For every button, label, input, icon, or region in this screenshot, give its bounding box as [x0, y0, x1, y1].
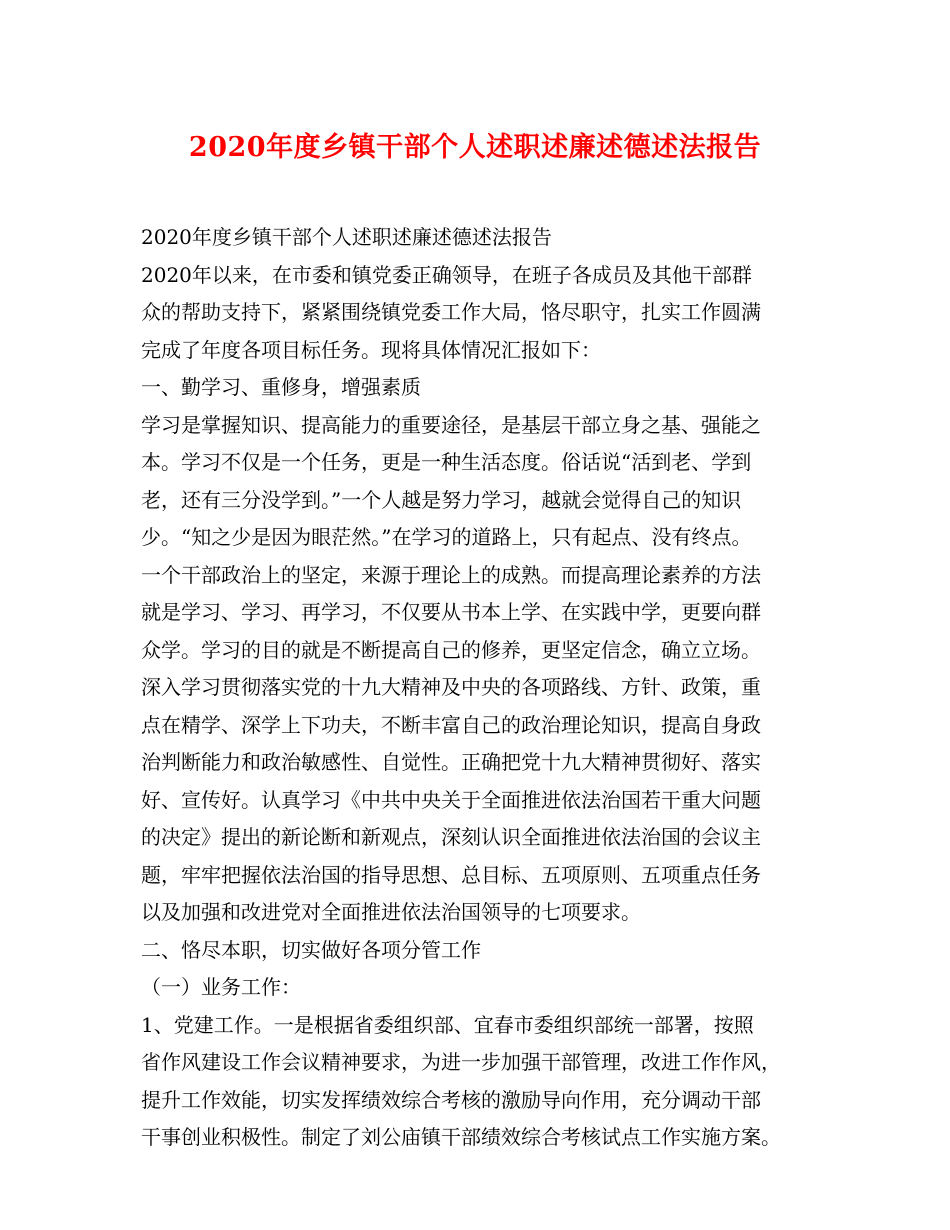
body-line: 以及加强和改进党对全面推进依法治国领导的七项要求。	[141, 900, 641, 924]
body-line: 2020年以来，在市委和镇党委正确领导，在班子各成员及其他干部群	[141, 262, 752, 287]
body-line: 众的帮助支持下，紧紧围绕镇党委工作大局，恪尽职守，扎实工作圆满	[141, 300, 761, 324]
body-line: 本。学习不仅是一个任务，更是一种生活态度。俗话说“活到老、学到	[141, 450, 752, 474]
section-heading: 一、勤学习、重修身，增强素质	[141, 375, 421, 399]
body-line: 深入学习贯彻落实党的十九大精神及中央的各项路线、方针、政策，重	[141, 675, 761, 699]
body-line: 少。“知之少是因为眼茫然。”在学习的道路上，只有起点、没有终点。	[141, 525, 752, 549]
body-line: 完成了年度各项目标任务。现将具体情况汇报如下：	[141, 337, 601, 362]
body-line: 治判断能力和政治敏感性、自觉性。正确把党十九大精神贯彻好、落实	[141, 750, 761, 774]
body-line: 点在精学、深学上下功夫，不断丰富自己的政治理论知识，提高自身政	[141, 712, 761, 737]
body-line: 好、宣传好。认真学习《中共中央关于全面推进依法治国若干重大问题	[141, 787, 761, 812]
section-heading: 二、恪尽本职，切实做好各项分管工作	[141, 937, 481, 962]
body-line: 众学。学习的目的就是不断提高自己的修养，更坚定信念，确立立场。	[141, 637, 761, 662]
document-title: 2020年度乡镇干部个人述职述廉述德述法报告	[188, 132, 762, 163]
body-line: 就是学习、学习、再学习，不仅要从书本上学、在实践中学，更要向群	[141, 600, 761, 624]
body-line: 2020年度乡镇干部个人述职述廉述德述法报告	[141, 225, 552, 249]
body-line: 的决定》提出的新论断和新观点，深刻认识全面推进依法治国的会议主	[141, 825, 761, 849]
subsection-heading: （一）业务工作：	[141, 975, 301, 999]
body-line: 老，还有三分没学到。”一个人越是努力学习，越就会觉得自己的知识	[141, 487, 742, 512]
body-line: 题，牢牢把握依法治国的指导思想、总目标、五项原则、五项重点任务	[141, 862, 761, 887]
document-body	[141, 219, 831, 1157]
body-line: 1、党建工作。一是根据省委组织部、宜春市委组织部统一部署，按照	[141, 1012, 754, 1037]
body-line: 提升工作效能，切实发挥绩效综合考核的激励导向作用，充分调动干部	[141, 1087, 761, 1112]
body-line: 一个干部政治上的坚定，来源于理论上的成熟。而提高理论素养的方法	[141, 562, 761, 587]
body-line: 干事创业积极性。制定了刘公庙镇干部绩效综合考核试点工作实施方案。	[141, 1125, 781, 1149]
body-line: 学习是掌握知识、提高能力的重要途径，是基层干部立身之基、强能之	[141, 412, 761, 437]
body-line: 省作风建设工作会议精神要求，为进一步加强干部管理，改进工作作风，	[141, 1050, 781, 1074]
